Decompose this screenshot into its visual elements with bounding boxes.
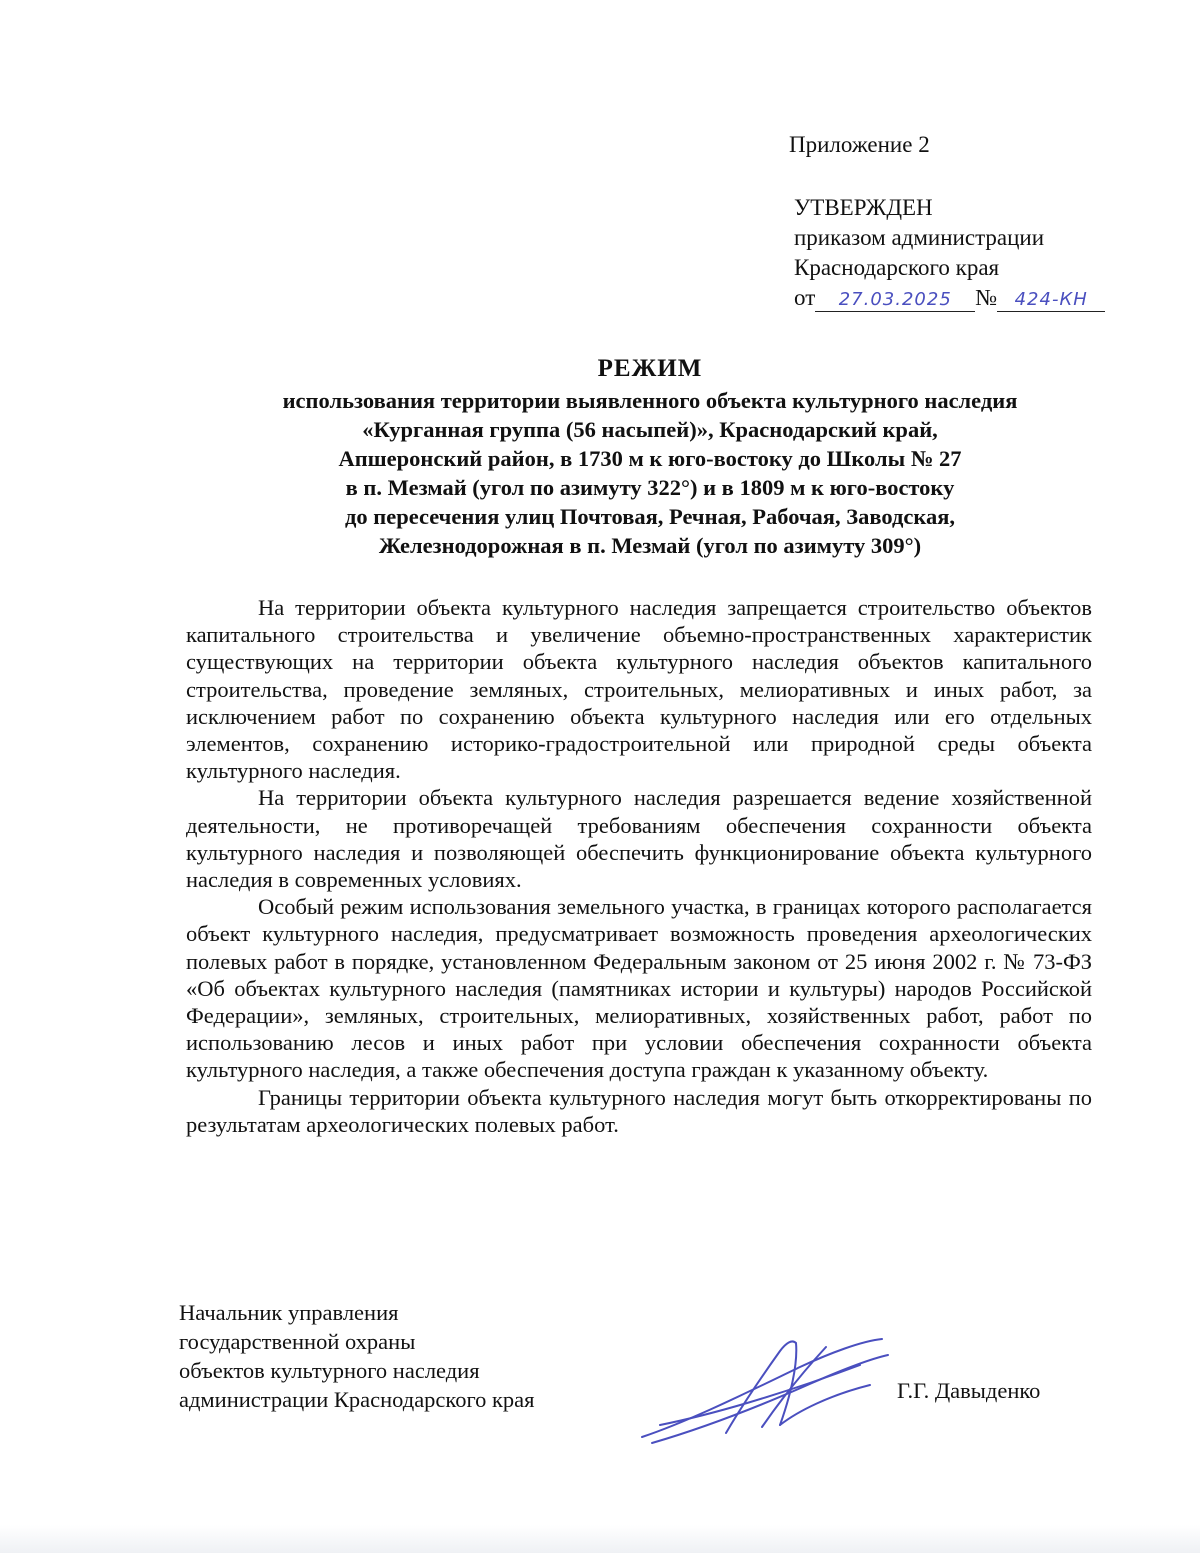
handwritten-date: 27.03.2025 <box>815 289 975 312</box>
position-line: администрации Краснодарского края <box>179 1387 535 1412</box>
approval-block <box>794 193 1105 313</box>
title-line: в п. Мезмай (угол по азимуту 322°) и в 1809 м к юго-востоку <box>345 475 955 500</box>
signer-name: Г.Г. Давыденко <box>897 1378 1041 1403</box>
date-prefix: от <box>794 285 816 310</box>
position-line: объектов культурного наследия <box>179 1358 480 1383</box>
paragraph-prohibition: На территории объекта культурного наследия запрещается строительство объектов капитального строительства и увеличение объемно-пространственных характеристик существующих на территории объекта культурного наследия объектов капитального строительства, проведение земляных, строительных, мелиоративных и иных работ, за исключением работ по сохранению объекта культурного наследия или его отдельных элементов, сохранению историко-градостроительной или природной среды объекта культурного наследия. <box>186 595 1092 784</box>
number-sign: № <box>975 285 998 310</box>
title-main: РЕЖИМ <box>597 355 703 382</box>
title-line: Апшеронский район, в 1730 м к юго-востоку до Школы № 27 <box>338 446 962 471</box>
signatory-position <box>179 1298 535 1414</box>
title-line: «Курганная группа (56 насыпей)», Краснодарский край, <box>362 417 938 442</box>
title-line: использования территории выявленного объекта культурного наследия <box>282 388 1018 413</box>
document-body <box>186 594 1092 1138</box>
approval-status: УТВЕРЖДЕН <box>794 195 933 220</box>
handwritten-signature <box>630 1325 900 1455</box>
approval-date-line <box>794 283 1105 313</box>
scan-shadow <box>0 1525 1200 1553</box>
title-subtitle <box>160 386 1140 560</box>
paragraph-special-regime: Особый режим использования земельного участка, в границах которого располагается объект культурного наследия, предусматривает возможность проведения археологических полевых работ в порядке, установленном Федеральным законом от 25 июня 2002 г. № 73-ФЗ «Об объектах культурного наследия (памятниках истории и культуры) народов Российской Федерации», земляных, строительных, мелиоративных, хозяйственных работ, работ по использованию лесов и иных работ при условии обеспечения сохранности объекта культурного наследия, а также обеспечения доступа граждан к указанному объекту. <box>186 894 1092 1083</box>
paragraph-boundaries: Границы территории объекта культурного наследия могут быть откорректированы по результатам археологических полевых работ. <box>186 1084 1092 1137</box>
title-line: до пересечения улиц Почтовая, Речная, Рабочая, Заводская, <box>344 504 955 529</box>
title-line: Железнодорожная в п. Мезмай (угол по азимуту 309°) <box>378 533 922 558</box>
annex-label: Приложение 2 <box>789 132 930 157</box>
paragraph-permission: На территории объекта культурного наследия разрешается ведение хозяйственной деятельности, не противоречащей требованиям обеспечения сохранности объекта культурного наследия и позволяющей обеспечить функционирование объекта культурного наследия в современных условиях. <box>186 785 1092 893</box>
handwritten-number: 424-КН <box>997 289 1105 312</box>
approval-region: Краснодарского края <box>794 255 1000 280</box>
position-line: государственной охраны <box>179 1329 416 1354</box>
approval-authority: приказом администрации <box>794 225 1045 250</box>
position-line: Начальник управления <box>179 1300 399 1325</box>
document-title <box>160 352 1140 560</box>
